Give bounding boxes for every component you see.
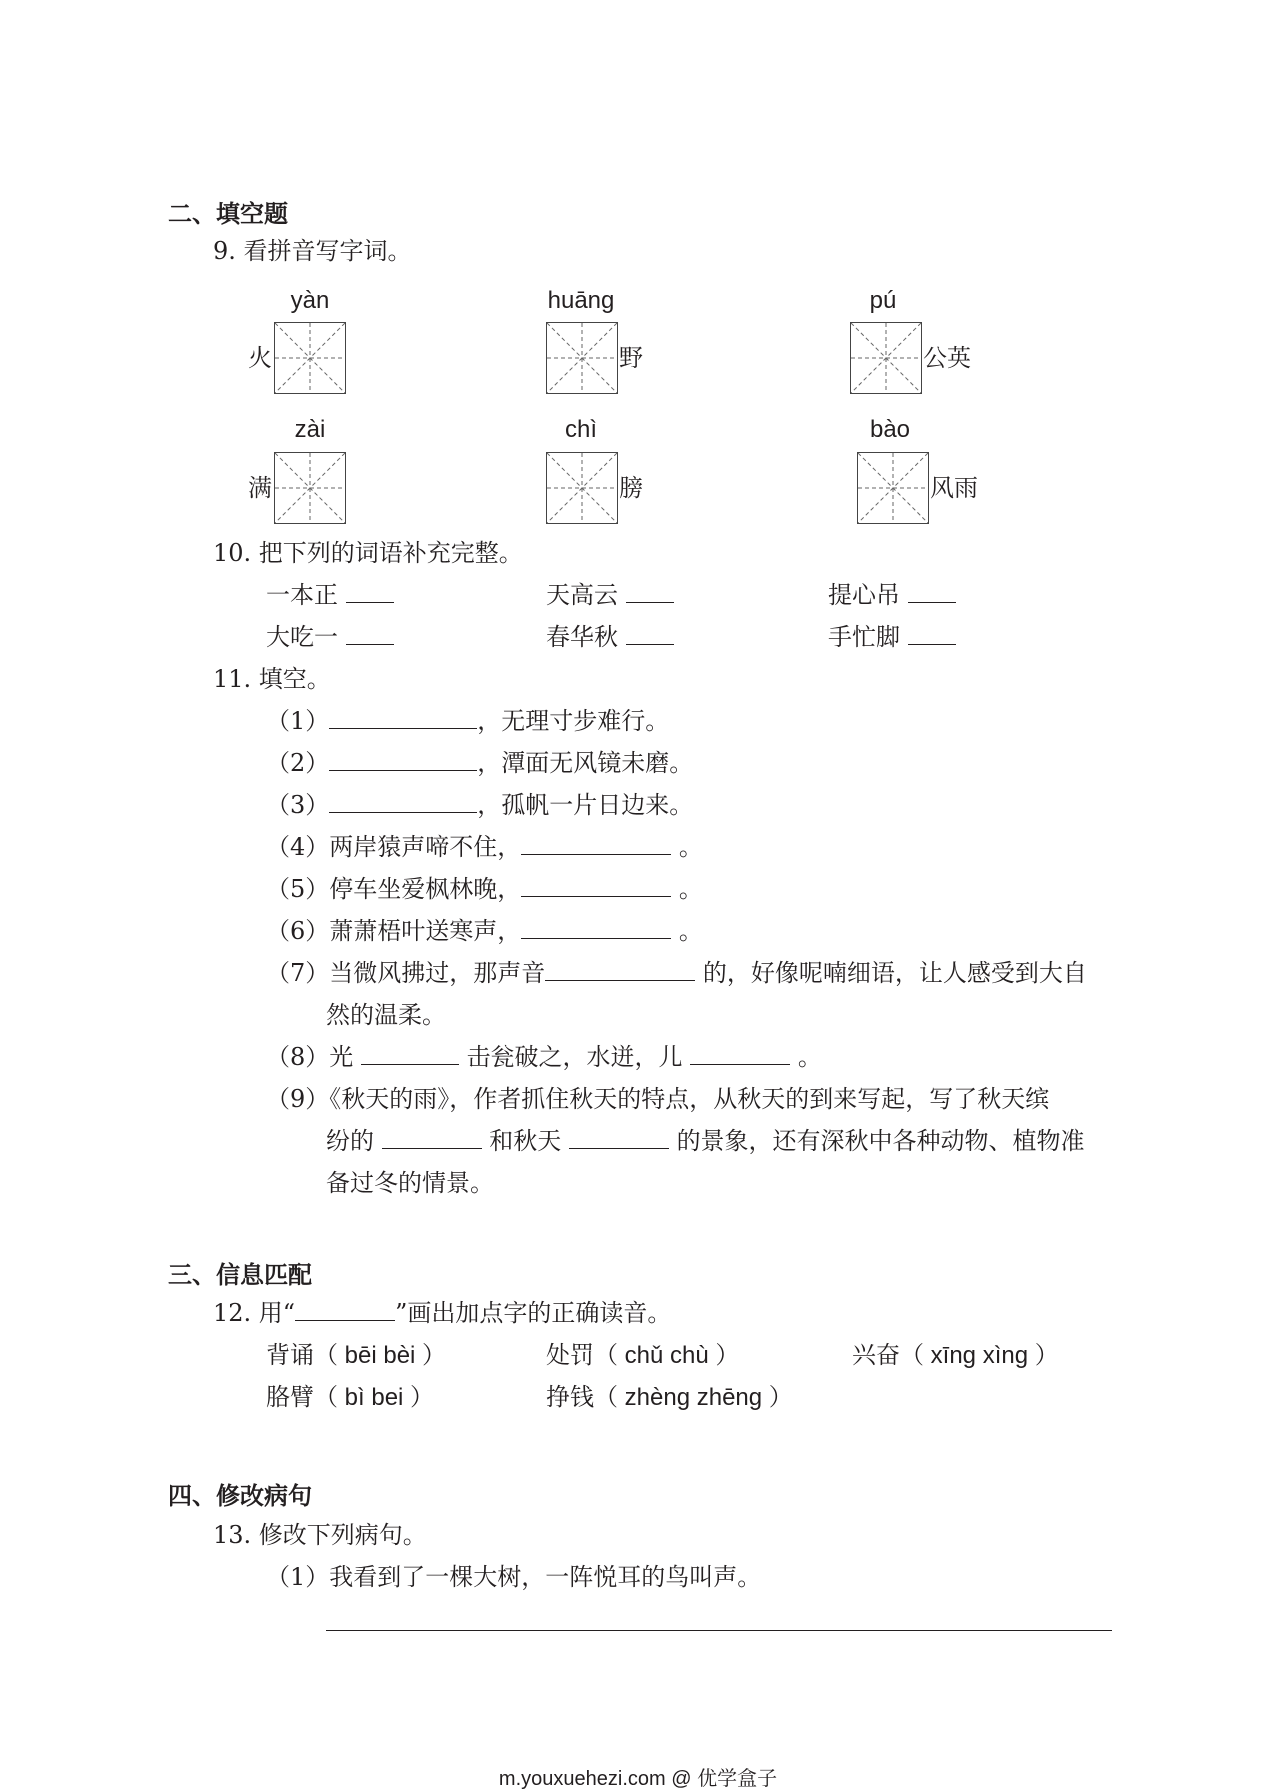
pinyin-options[interactable]: （ zhèng zhēng ） — [594, 1384, 793, 1411]
tianzige-box[interactable] — [850, 322, 922, 394]
question-11-prompt: 11. 填空。 — [213, 665, 331, 693]
answer-blank[interactable] — [908, 580, 956, 603]
pinyin: bào — [869, 416, 911, 443]
answer-blank[interactable] — [346, 580, 394, 603]
fill-line — [326, 1126, 1085, 1156]
word: 挣钱 — [546, 1383, 594, 1411]
answer-blank[interactable] — [521, 916, 671, 939]
sentence-text: （8）光 — [266, 1043, 354, 1071]
fill-line — [266, 748, 693, 778]
idiom-text: 手忙脚 — [828, 623, 900, 651]
word: 兴奋 — [852, 1341, 900, 1369]
fill-line — [266, 1042, 822, 1072]
answer-blank[interactable] — [521, 874, 671, 897]
pinyin-options[interactable]: （ xīng xìng ） — [900, 1342, 1059, 1369]
idiom-item — [828, 580, 956, 610]
answer-blank[interactable] — [569, 1126, 669, 1149]
pinyin: huāng — [547, 287, 615, 314]
word-char: 火 — [248, 344, 272, 372]
question-10-prompt: 10. 把下列的词语补充完整。 — [213, 539, 523, 567]
poem-line: ，孤帆一片日边来。 — [477, 791, 694, 819]
idiom-text: 春华秋 — [546, 623, 618, 651]
punctuation: 。 — [678, 875, 703, 903]
tianzige-box[interactable] — [857, 452, 929, 524]
footer-watermark: m.youxuehezi.com @ 优学盒子 — [498, 1768, 778, 1790]
answer-blank[interactable] — [545, 958, 695, 981]
section-title: 四、修改病句 — [168, 1482, 312, 1510]
sentence-text: 备过冬的情景。 — [326, 1169, 494, 1197]
fill-line — [266, 916, 703, 946]
idiom-item — [546, 580, 674, 610]
idiom-item — [266, 622, 394, 652]
answer-blank[interactable] — [346, 622, 394, 645]
punctuation: 。 — [678, 833, 703, 861]
tianzige-box[interactable] — [274, 452, 346, 524]
tianzige-box[interactable] — [546, 452, 618, 524]
idiom-text: 天高云 — [546, 581, 618, 609]
word-char: 野 — [619, 344, 643, 372]
answer-blank[interactable] — [329, 748, 477, 771]
answer-blank[interactable] — [382, 1126, 482, 1149]
pronunciation-item — [546, 1340, 739, 1371]
pinyin-options[interactable]: （ chǔ chù ） — [594, 1342, 740, 1369]
question-13-prompt: 13. 修改下列病句。 — [213, 1521, 427, 1549]
pinyin-options[interactable]: （ bēi bèi ） — [314, 1342, 447, 1369]
idiom-text: 一本正 — [266, 581, 338, 609]
answer-line[interactable] — [326, 1630, 1112, 1631]
word-char: 公英 — [923, 344, 971, 372]
word: 背诵 — [266, 1341, 314, 1369]
idiom-item — [546, 622, 674, 652]
underline-sample — [295, 1298, 395, 1321]
answer-blank[interactable] — [626, 580, 674, 603]
pinyin: chì — [564, 416, 597, 443]
fill-line — [266, 958, 1087, 988]
idiom-text: 提心吊 — [828, 581, 900, 609]
answer-blank[interactable] — [361, 1042, 459, 1065]
fill-line — [266, 874, 703, 904]
sentence-text: 然的温柔。 — [326, 1001, 446, 1029]
poem-line: ，无理寸步难行。 — [477, 707, 670, 735]
prompt-text: 12. 用“ — [213, 1299, 296, 1327]
sentence-text: （7）当微风拂过，那声音 — [266, 959, 546, 987]
poem-line: （5）停车坐爱枫林晚， — [266, 875, 522, 903]
pronunciation-item — [266, 1340, 446, 1371]
answer-blank[interactable] — [329, 706, 477, 729]
item-number: （1） — [266, 707, 330, 735]
sentence-text: 和秋天 — [489, 1127, 562, 1155]
pinyin: zài — [294, 416, 326, 443]
word: 胳臂 — [266, 1383, 314, 1411]
tianzige-box[interactable] — [274, 322, 346, 394]
pinyin: pú — [869, 287, 897, 314]
question-12-prompt — [213, 1298, 671, 1328]
answer-blank[interactable] — [690, 1042, 790, 1065]
section-title: 二、填空题 — [168, 200, 288, 228]
idiom-item — [828, 622, 956, 652]
pronunciation-item — [266, 1382, 434, 1413]
pronunciation-item — [852, 1340, 1059, 1371]
prompt-text: ”画出加点字的正确读音。 — [395, 1299, 672, 1327]
item-number: （3） — [266, 791, 330, 819]
idiom-text: 大吃一 — [266, 623, 338, 651]
sentence-text: 的，好像呢喃细语，让人感受到大自 — [702, 959, 1087, 987]
pinyin: yàn — [290, 287, 330, 314]
fill-line — [266, 706, 669, 736]
word-char: 满 — [248, 474, 272, 502]
poem-line: （6）萧萧梧叶送寒声， — [266, 917, 522, 945]
sentence-text: （1）我看到了一棵大树，一阵悦耳的鸟叫声。 — [266, 1563, 762, 1591]
sentence-text: （9）《秋天的雨》，作者抓住秋天的特点，从秋天的到来写起，写了秋天缤 — [266, 1085, 1050, 1113]
pronunciation-item — [546, 1382, 793, 1413]
pinyin-options[interactable]: （ bì bei ） — [314, 1384, 435, 1411]
sentence-text: 击瓮破之，水迸，儿 — [466, 1043, 683, 1071]
tianzige-box[interactable] — [546, 322, 618, 394]
answer-blank[interactable] — [329, 790, 477, 813]
word-char: 风雨 — [930, 474, 978, 502]
word-char: 膀 — [619, 474, 643, 502]
punctuation: 。 — [797, 1043, 822, 1071]
fill-line — [266, 832, 703, 862]
sentence-text: 的景象，还有深秋中各种动物、植物准 — [676, 1127, 1085, 1155]
word: 处罚 — [546, 1341, 594, 1369]
poem-line: ，潭面无风镜未磨。 — [477, 749, 694, 777]
item-number: （2） — [266, 749, 330, 777]
poem-line: （4）两岸猿声啼不住， — [266, 833, 522, 861]
answer-blank[interactable] — [521, 832, 671, 855]
section-title: 三、信息匹配 — [168, 1261, 312, 1289]
question-9-prompt: 9. 看拼音写字词。 — [213, 237, 412, 265]
answer-blank[interactable] — [908, 622, 956, 645]
answer-blank[interactable] — [626, 622, 674, 645]
sentence-text: 纷的 — [326, 1127, 374, 1155]
idiom-item — [266, 580, 394, 610]
fill-line — [266, 790, 693, 820]
punctuation: 。 — [678, 917, 703, 945]
